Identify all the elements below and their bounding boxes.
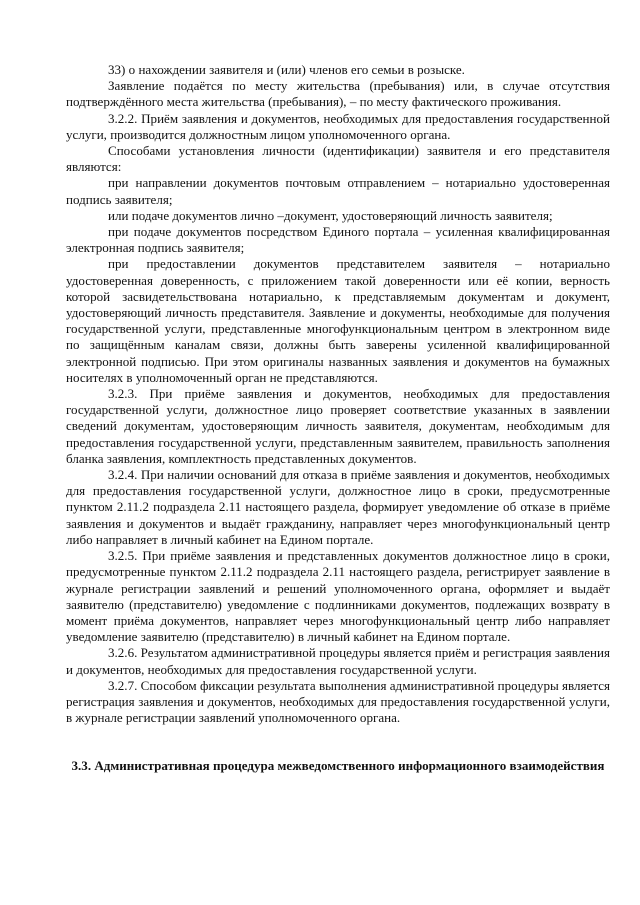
document-page: [66, 62, 610, 775]
paragraph-3-2-3: 3.2.3. При приёме заявления и документов, необходимых для предоставления государственной услуги, должностное лицо проверяет соответствие указанных в заявлении сведений документам, удостоверяющим личность заявителя, документам, необходимым для предоставления государственной услуги, представленным заявителем, правильность заполнения бланка заявления, комплектность представленных документов.: [66, 386, 610, 466]
paragraph-3-2-2: 3.2.2. Приём заявления и документов, необходимых для предоставления государственной услуги, производится должностным лицом уполномоченного органа.: [66, 110, 610, 142]
paragraph-postal-submission: при направлении документов почтовым отправлением – нотариально удостоверенная подпись заявителя;: [66, 175, 610, 207]
paragraph-portal-submission: при подаче документов посредством Единого портала – усиленная квалифицированная электронная подпись заявителя;: [66, 224, 610, 256]
paragraph-item-33: 33) о нахождении заявителя и (или) членов его семьи в розыске.: [108, 62, 465, 77]
paragraph-place-of-submission: Заявление подаётся по месту жительства (пребывания) или, в случае отсутствия подтверждённого места жительства (пребывания), – по месту фактического проживания.: [66, 78, 610, 110]
paragraph-3-2-7: 3.2.7. Способом фиксации результата выполнения административной процедуры является регистрация заявления и документов, необходимых для предоставления государственной услуги, в журнале регистрации заявлений уполномоченного органа.: [66, 677, 610, 726]
paragraph-3-2-4: 3.2.4. При наличии оснований для отказа в приёме заявления и документов, необходимых для предоставления государственной услуги, должностное лицо в сроки, предусмотренные пунктом 2.11.2 подраздела 2.11 настоящего раздела, формирует уведомление об отказе в приёме заявления и документов и выдаёт гражданину, направляет через многофункциональный центр либо направляет в личный кабинет на Едином портале.: [66, 467, 610, 547]
paragraph-personal-submission: или подаче документов лично –документ, удостоверяющий личность заявителя;: [108, 207, 553, 223]
paragraph-representative-submission: при предоставлении документов представителем заявителя – нотариально удостоверенная доверенность, с приложением такой доверенности или её копии, верность которой засвидетельствована нотариально, к представляемым документам и документ, удостоверяющий личность представителя. Заявление и документы, необходимые для получения государственной услуги, представленные многофункциональным центром в электронном виде по защищённым каналам связи, должны быть заверены усиленной квалифицированной электронной подписью. При этом оригиналы названных заявления и документов на бумажных носителях в уполномоченный орган не представляются.: [66, 256, 610, 385]
section-heading-3-3: 3.3. Административная процедура межведомственного информационного взаимодействия: [71, 758, 605, 774]
paragraph-3-2-6: 3.2.6. Результатом административной процедуры является приём и регистрация заявления и документов, необходимых для предоставления государственной услуги.: [66, 645, 610, 677]
paragraph-3-2-5: 3.2.5. При приёме заявления и представленных документов должностное лицо в сроки, предусмотренные пунктом 2.11.2 подраздела 2.11 настоящего раздела, регистрирует заявление в журнале регистрации заявлений и решений уполномоченного органа, оформляет и выдаёт заявителю (представителю) уведомление с подлинниками документов, подлежащих возврату в момент приёма документов, направляет через многофункциональный центр либо направляет уведомление заявителю (представителю) в личный кабинет на Едином портале.: [66, 548, 610, 645]
paragraph-identification-methods: Способами установления личности (идентификации) заявителя и его представителя являются:: [66, 143, 610, 175]
